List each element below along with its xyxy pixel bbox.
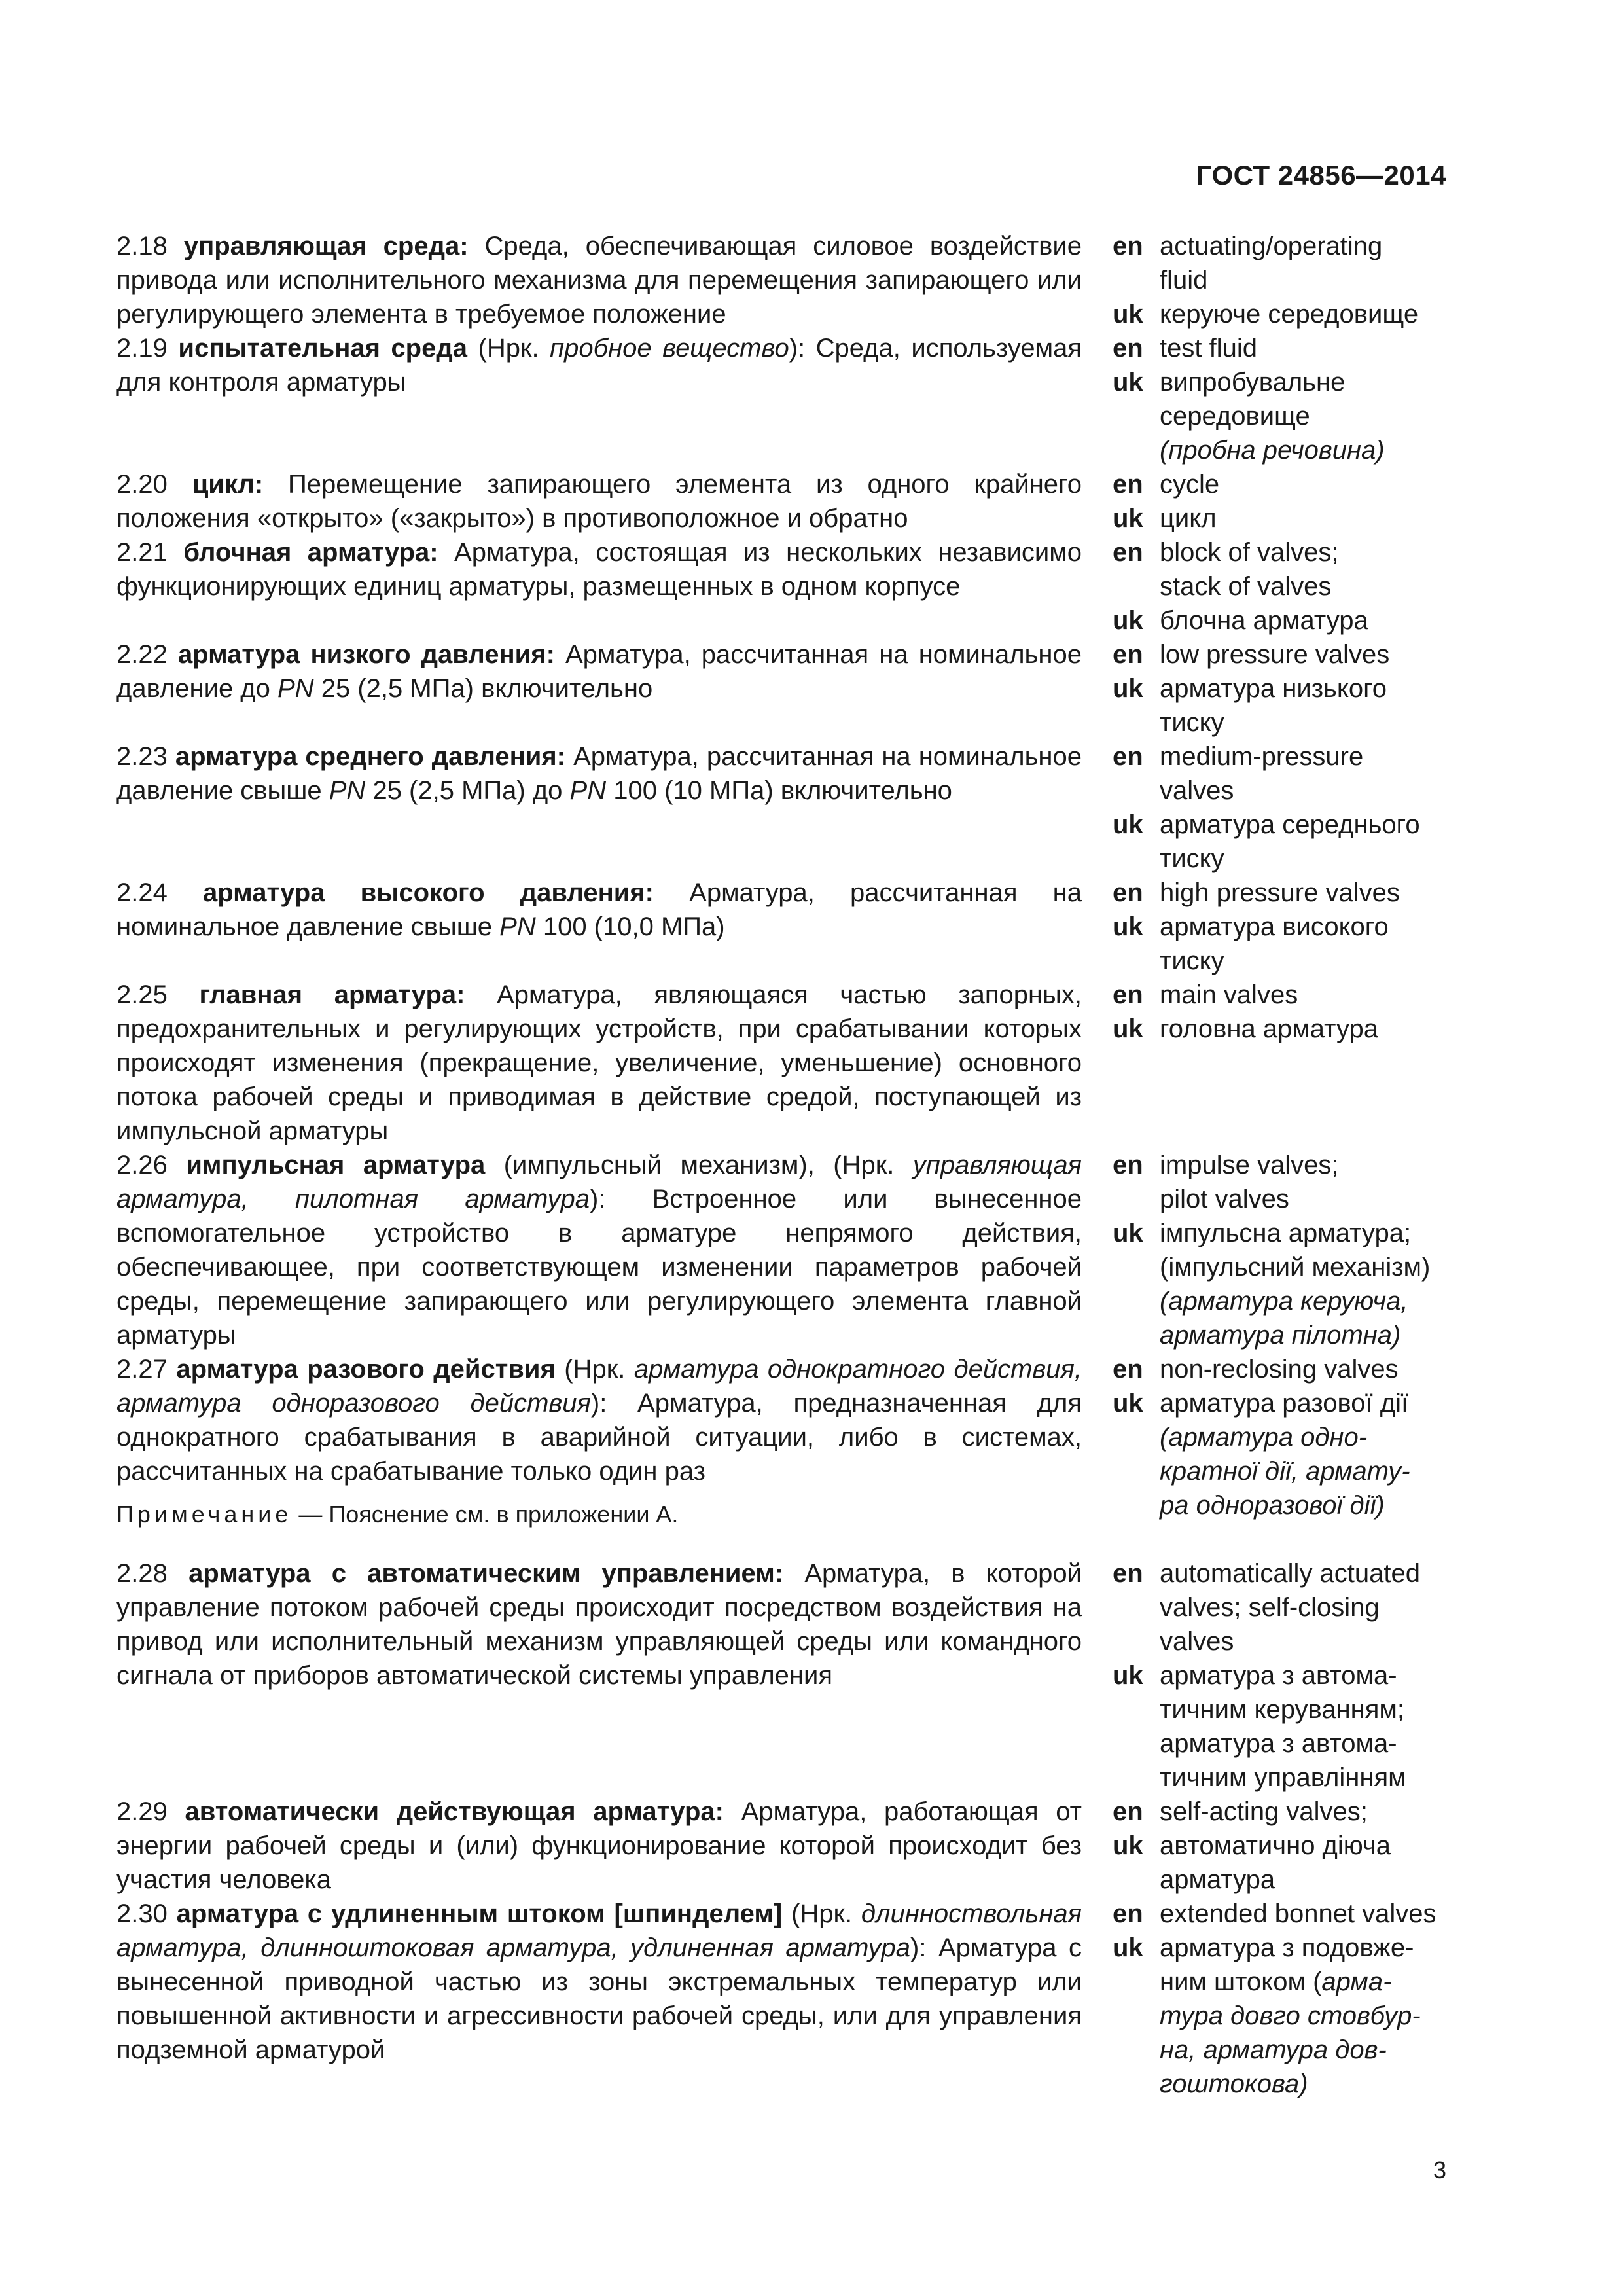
term-number: 2.27 xyxy=(116,1355,168,1384)
uk-alt-line: тура довго стовбур- xyxy=(1160,2001,1421,2030)
term-number: 2.30 xyxy=(116,1899,168,1928)
translation-uk xyxy=(1113,672,1453,740)
en-line: cycle xyxy=(1160,470,1220,499)
term-entry-2-29 xyxy=(116,1795,1082,1897)
term-entry-2-23 xyxy=(116,740,1082,808)
uk-line: арматура з автома- xyxy=(1160,1729,1397,1758)
en-line: extended bonnet valves xyxy=(1160,1899,1436,1928)
translation-uk xyxy=(1113,603,1453,637)
term-title: арматура разового действия xyxy=(176,1355,556,1384)
document-code-header: ГОСТ 24856—2014 xyxy=(1196,160,1446,190)
uk-alt-line: (пробна речовина) xyxy=(1160,436,1385,465)
pn-symbol: PN xyxy=(499,912,536,941)
uk-line: керуюче середовище xyxy=(1160,300,1419,329)
term-definition: Арматура, состоящая из нескольких независимо функционирующих единиц арматуры, размещенных в одном корпусе xyxy=(116,538,1082,601)
uk-line: тичним управлінням xyxy=(1160,1763,1406,1792)
translations-2-20 xyxy=(1113,467,1453,535)
term-definition: Арматура, являющаяся частью запорных, предохранительных и регулирующих устройств, при срабатывании которых происходят изменения (прекращение, увеличение, уменьшение) основного потока рабочей среды и приводимая в действие средой, поступающей из импульсной арматуры xyxy=(116,980,1082,1145)
uk-line: арматура xyxy=(1160,1865,1275,1894)
uk-line: тиску xyxy=(1160,708,1224,737)
translation-en xyxy=(1113,978,1453,1012)
en-line: low pressure valves xyxy=(1160,640,1390,669)
uk-line: випробувальне xyxy=(1160,368,1346,397)
uk-line: арматура з автома- xyxy=(1160,1661,1397,1690)
lang-code-en: en xyxy=(1113,334,1143,363)
translations-2-18 xyxy=(1113,229,1453,331)
lang-code-uk: uk xyxy=(1113,810,1143,839)
definition-part: 100 (10,0 МПа) xyxy=(535,912,725,941)
uk-line: ним штоком ( xyxy=(1160,1967,1322,1996)
term-number: 2.19 xyxy=(116,334,168,363)
term-number: 2.24 xyxy=(116,878,168,907)
term-entry-2-28 xyxy=(116,1556,1082,1693)
term-title: блочная арматура: xyxy=(183,538,438,567)
uk-alt-line: ра одноразової дії) xyxy=(1160,1491,1385,1520)
en-line: self-acting valves; xyxy=(1160,1797,1368,1826)
translations-2-19 xyxy=(1113,331,1453,467)
uk-line: арматура з подовже- xyxy=(1160,1933,1414,1962)
term-entry-2-30 xyxy=(116,1897,1082,2067)
term-title: арматура с удлиненным штоком [шпинделем] xyxy=(176,1899,783,1928)
lang-code-en: en xyxy=(1113,470,1143,499)
lang-code-en: en xyxy=(1113,980,1143,1009)
uk-alt-line: (арматура керуюча, xyxy=(1160,1287,1408,1316)
lang-code-en: en xyxy=(1113,878,1143,907)
translation-uk xyxy=(1113,297,1453,331)
term-entry-2-22 xyxy=(116,637,1082,706)
definition-part: Арматура, рассчитанная на номинальное давление свыше xyxy=(116,878,1082,941)
pn-symbol: PN xyxy=(569,776,607,805)
term-number: 2.28 xyxy=(116,1559,168,1588)
term-definition: Арматура, предназначенная для однократного срабатывания в аварийной ситуации, либо в системах, рассчитанных на срабатывание только один раз xyxy=(116,1389,1082,1486)
term-nrk-prefix: (Нрк. xyxy=(782,1899,861,1928)
translations-2-24 xyxy=(1113,876,1453,978)
definition-part: 25 (2,5 МПа) включительно xyxy=(313,674,653,703)
term-entry-2-21 xyxy=(116,535,1082,603)
translations-2-23 xyxy=(1113,740,1453,876)
lang-code-uk: uk xyxy=(1113,368,1143,397)
term-definition: Арматура, в которой управление потоком рабочей среды происходит посредством воздействия на привод или исполнительный механизм управляющей среды или командного сигнала от приборов автоматической системы управления xyxy=(116,1559,1082,1690)
translations-2-29 xyxy=(1113,1795,1453,1897)
en-line: stack of valves xyxy=(1160,572,1332,601)
term-title: арматура среднего давления: xyxy=(175,742,566,771)
translation-uk xyxy=(1113,910,1453,978)
term-number: 2.23 xyxy=(116,742,168,771)
en-line: automatically actuated xyxy=(1160,1559,1421,1588)
translations-2-27 xyxy=(1113,1352,1453,1522)
uk-line: тиску xyxy=(1160,844,1224,873)
term-nrk-prefix: (импульсный механизм), (Нрк. xyxy=(485,1151,913,1179)
uk-line: арматура разової дії xyxy=(1160,1389,1409,1418)
term-nrk-suffix: ): xyxy=(590,1185,652,1213)
translations-2-25 xyxy=(1113,978,1453,1046)
translation-uk xyxy=(1113,1931,1453,2101)
en-line: pilot valves xyxy=(1160,1185,1289,1213)
translation-en xyxy=(1113,1352,1453,1386)
translation-en xyxy=(1113,1556,1453,1659)
term-number: 2.29 xyxy=(116,1797,168,1826)
term-nrk: длинноствольная арматура, длинноштоковая арматура, удлиненная арматура xyxy=(116,1899,1082,1962)
term-title: арматура высокого давления: xyxy=(203,878,654,907)
term-nrk-prefix: (Нрк. xyxy=(467,334,550,363)
uk-line: тичним керуванням; xyxy=(1160,1695,1405,1724)
lang-code-uk: uk xyxy=(1113,912,1143,941)
translation-en xyxy=(1113,740,1453,808)
term-nrk-suffix: ): xyxy=(590,1389,638,1418)
uk-line: блочна арматура xyxy=(1160,606,1368,635)
translation-en xyxy=(1113,229,1453,297)
definition-part: Арматура, рассчитанная на номинальное давление до xyxy=(116,640,1082,703)
definition-part: 25 (2,5 МПа) до xyxy=(365,776,570,805)
translation-uk xyxy=(1113,1829,1453,1897)
note-label: Примечание xyxy=(116,1501,293,1528)
term-number: 2.25 xyxy=(116,980,168,1009)
definition-part: 100 (10 МПа) включительно xyxy=(606,776,952,805)
translation-uk xyxy=(1113,365,1453,467)
translation-en xyxy=(1113,1795,1453,1829)
lang-code-en: en xyxy=(1113,1151,1143,1179)
lang-code-en: en xyxy=(1113,640,1143,669)
translations-2-22 xyxy=(1113,637,1453,740)
term-definition: Среда, используемая для контроля арматуры xyxy=(116,334,1082,397)
term-number: 2.20 xyxy=(116,470,168,499)
page-number: 3 xyxy=(1433,2157,1446,2183)
uk-alt-line: арматура пілотна) xyxy=(1160,1321,1401,1350)
en-line: test fluid xyxy=(1160,334,1257,363)
translation-en xyxy=(1113,467,1453,501)
translation-uk xyxy=(1113,808,1453,876)
translation-en xyxy=(1113,876,1453,910)
term-nrk: пробное вещество xyxy=(550,334,789,363)
term-title: цикл: xyxy=(192,470,264,499)
term-number: 2.26 xyxy=(116,1151,168,1179)
uk-alt-line: кратної дії, армату- xyxy=(1160,1457,1410,1486)
lang-code-en: en xyxy=(1113,742,1143,771)
uk-line: середовище xyxy=(1160,402,1310,431)
note xyxy=(116,1499,678,1530)
term-entry-2-19 xyxy=(116,331,1082,399)
term-title: арматура низкого давления: xyxy=(177,640,555,669)
lang-code-uk: uk xyxy=(1113,1219,1143,1247)
term-definition: Среда, обеспечивающая силовое воздействие привода или исполнительного механизма для перемещения запирающего или регулирующего элемента в требуемое положение xyxy=(116,232,1082,329)
en-line: medium-pressure xyxy=(1160,742,1364,771)
en-line: main valves xyxy=(1160,980,1298,1009)
term-title: импульсная арматура xyxy=(186,1151,486,1179)
lang-code-uk: uk xyxy=(1113,674,1143,703)
uk-line: арматура низького xyxy=(1160,674,1387,703)
lang-code-uk: uk xyxy=(1113,300,1143,329)
term-definition: Арматура с вынесенной приводной частью из зоны экстремальных температур или повышенной активности и агрессивности рабочей среды, или для управления подземной арматурой xyxy=(116,1933,1082,2064)
translation-uk xyxy=(1113,1386,1453,1522)
uk-alt-line: (арматура одно- xyxy=(1160,1423,1368,1452)
en-line: non-reclosing valves xyxy=(1160,1355,1399,1384)
term-title: автоматически действующая арматура: xyxy=(185,1797,724,1826)
term-title: управляющая среда: xyxy=(183,232,469,260)
term-entry-2-24 xyxy=(116,876,1082,944)
pn-symbol: PN xyxy=(277,674,314,703)
translations-2-30 xyxy=(1113,1897,1453,2101)
term-definition: Встроенное или вынесенное вспомогательное устройство в арматуре непрямого действия, обеспечивающее, при соответствующем изменении параметров рабочей среды, перемещение запирающего или регулирующего элемента главной арматуры xyxy=(116,1185,1082,1350)
en-line: fluid xyxy=(1160,266,1208,295)
translation-en xyxy=(1113,637,1453,672)
term-nrk-suffix: ): xyxy=(910,1933,938,1962)
uk-line: арматура середнього xyxy=(1160,810,1420,839)
en-line: impulse valves; xyxy=(1160,1151,1339,1179)
lang-code-en: en xyxy=(1113,1559,1143,1588)
term-nrk: арматура однократного действия, арматура одноразового действия xyxy=(116,1355,1082,1418)
term-nrk: управляющая арматура, пилотная арматура xyxy=(116,1151,1082,1213)
en-line: actuating/operating xyxy=(1160,232,1383,260)
term-number: 2.21 xyxy=(116,538,168,567)
lang-code-en: en xyxy=(1113,232,1143,260)
term-entry-2-26 xyxy=(116,1148,1082,1352)
lang-code-uk: uk xyxy=(1113,1661,1143,1690)
uk-line: (імпульсний механізм) xyxy=(1160,1253,1431,1282)
translation-en xyxy=(1113,1897,1453,1931)
uk-line: автоматично діюча xyxy=(1160,1831,1391,1860)
term-title: главная арматура: xyxy=(199,980,465,1009)
term-nrk-prefix: (Нрк. xyxy=(555,1355,634,1384)
uk-line: тиску xyxy=(1160,946,1224,975)
lang-code-uk: uk xyxy=(1113,504,1143,533)
term-entry-2-27 xyxy=(116,1352,1082,1488)
uk-line: головна арматура xyxy=(1160,1014,1378,1043)
uk-line: цикл xyxy=(1160,504,1217,533)
uk-line: імпульсна арматура; xyxy=(1160,1219,1412,1247)
term-title: испытательная среда xyxy=(178,334,467,363)
lang-code-en: en xyxy=(1113,538,1143,567)
lang-code-uk: uk xyxy=(1113,1389,1143,1418)
en-line: valves; self-closing xyxy=(1160,1593,1380,1622)
term-entry-2-25 xyxy=(116,978,1082,1148)
lang-code-uk: uk xyxy=(1113,1831,1143,1860)
translation-uk xyxy=(1113,501,1453,535)
uk-line: арматура високого xyxy=(1160,912,1389,941)
translation-en xyxy=(1113,1148,1453,1216)
lang-code-uk: uk xyxy=(1113,1014,1143,1043)
translation-uk xyxy=(1113,1012,1453,1046)
translations-2-26 xyxy=(1113,1148,1453,1352)
pn-symbol: PN xyxy=(329,776,366,805)
en-line: valves xyxy=(1160,776,1234,805)
translation-uk xyxy=(1113,1216,1453,1352)
lang-code-uk: uk xyxy=(1113,606,1143,635)
en-line: block of valves; xyxy=(1160,538,1339,567)
term-title: арматура с автоматическим управлением: xyxy=(188,1559,784,1588)
uk-alt-line: арма- xyxy=(1321,1967,1392,1996)
translation-en xyxy=(1113,331,1453,365)
uk-alt-line: на, арматура дов- xyxy=(1160,2036,1387,2064)
uk-alt-line: гоштокова) xyxy=(1160,2070,1308,2098)
term-definition: Арматура, работающая от энергии рабочей среды и (или) функционирование которой происходит без участия человека xyxy=(116,1797,1082,1894)
term-nrk-suffix: ): xyxy=(789,334,816,363)
lang-code-en: en xyxy=(1113,1797,1143,1826)
note-text: — Пояснение см. в приложении А. xyxy=(292,1501,679,1528)
en-line: valves xyxy=(1160,1627,1234,1656)
lang-code-uk: uk xyxy=(1113,1933,1143,1962)
en-line: high pressure valves xyxy=(1160,878,1400,907)
translation-uk xyxy=(1113,1659,1453,1795)
term-number: 2.18 xyxy=(116,232,168,260)
term-entry-2-20 xyxy=(116,467,1082,535)
term-number: 2.22 xyxy=(116,640,168,669)
term-entry-2-18 xyxy=(116,229,1082,331)
term-definition: Перемещение запирающего элемента из одного крайнего положения «открыто» («закрыто») в противоположное и обратно xyxy=(116,470,1082,533)
translations-2-21 xyxy=(1113,535,1453,637)
lang-code-en: en xyxy=(1113,1899,1143,1928)
translations-2-28 xyxy=(1113,1556,1453,1795)
definition-part: Арматура, рассчитанная на номинальное давление свыше xyxy=(116,742,1082,805)
translation-en xyxy=(1113,535,1453,603)
lang-code-en: en xyxy=(1113,1355,1143,1384)
